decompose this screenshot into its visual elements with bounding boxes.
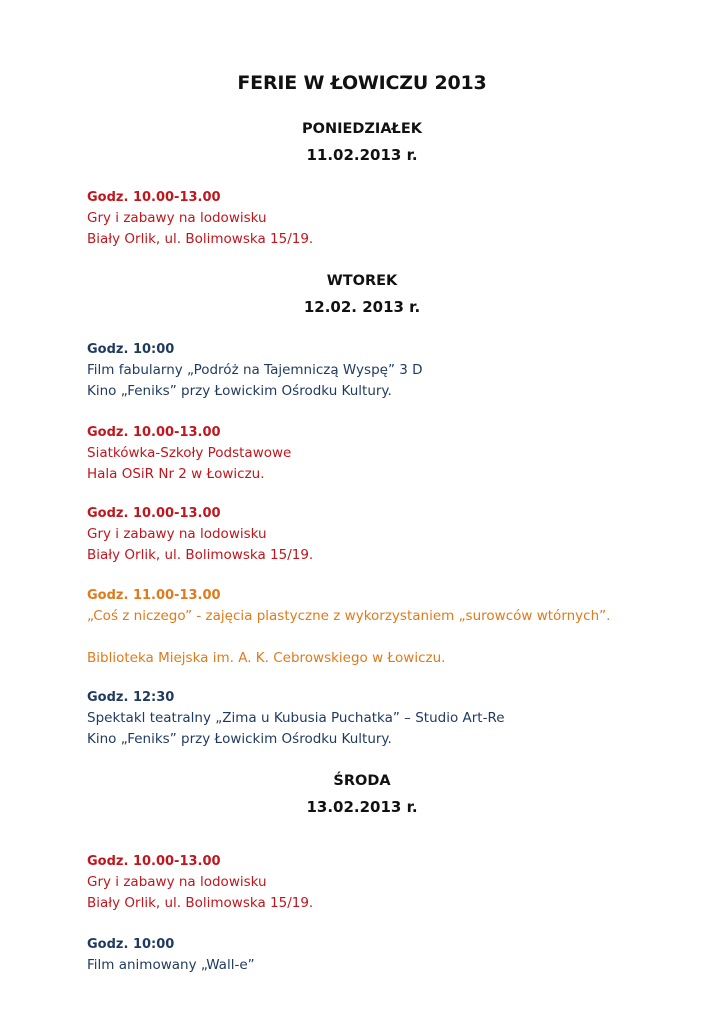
event-line: Gry i zabawy na lodowisku <box>87 210 267 226</box>
event-tuesday-3 <box>87 503 687 566</box>
event-monday-1 <box>87 187 687 250</box>
day-date: 13.02.2013 r. <box>306 798 418 816</box>
day-header-tuesday <box>0 268 724 320</box>
page-title: FERIE W ŁOWICZU 2013 <box>237 72 487 94</box>
event-time: Godz. 10.00-13.00 <box>87 425 221 440</box>
event-line: „Coś z niczego” - zajęcia plastyczne z wykorzystaniem „surowców wtórnych”. <box>87 608 611 624</box>
event-wednesday-2 <box>87 934 687 976</box>
event-line: Gry i zabawy na lodowisku <box>87 874 267 890</box>
event-line: Biblioteka Miejska im. A. K. Cebrowskiego w Łowiczu. <box>87 650 446 666</box>
event-line: Gry i zabawy na lodowisku <box>87 526 267 542</box>
event-line: Siatkówka-Szkoły Podstawowe <box>87 445 292 461</box>
day-name: PONIEDZIAŁEK <box>301 121 422 137</box>
event-line: Film fabularny „Podróż na Tajemniczą Wyspę” 3 D <box>87 362 423 378</box>
day-name: WTOREK <box>326 273 398 289</box>
event-time: Godz. 12:30 <box>87 690 175 705</box>
event-tuesday-1 <box>87 339 687 402</box>
day-header-wednesday <box>0 768 724 820</box>
event-tuesday-4 <box>87 585 687 669</box>
event-time: Godz. 10.00-13.00 <box>87 854 221 869</box>
event-line: Hala OSiR Nr 2 w Łowiczu. <box>87 466 265 482</box>
day-date: 11.02.2013 r. <box>306 146 418 164</box>
event-tuesday-5 <box>87 687 687 750</box>
event-time: Godz. 11.00-13.00 <box>87 588 221 603</box>
event-line: Biały Orlik, ul. Bolimowska 15/19. <box>87 895 314 911</box>
day-name: ŚRODA <box>333 773 391 789</box>
day-date: 12.02. 2013 r. <box>303 298 421 316</box>
event-line: Biały Orlik, ul. Bolimowska 15/19. <box>87 547 314 563</box>
event-time: Godz. 10:00 <box>87 342 175 357</box>
event-line: Biały Orlik, ul. Bolimowska 15/19. <box>87 231 314 247</box>
day-header-monday <box>0 116 724 168</box>
event-time: Godz. 10.00-13.00 <box>87 190 221 205</box>
event-tuesday-2 <box>87 422 687 485</box>
event-wednesday-1 <box>87 851 687 914</box>
event-line: Spektakl teatralny „Zima u Kubusia Puchatka” – Studio Art-Re <box>87 710 505 726</box>
event-time: Godz. 10.00-13.00 <box>87 506 221 521</box>
event-time: Godz. 10:00 <box>87 937 175 952</box>
event-line: Film animowany „Wall-e” <box>87 957 255 973</box>
event-line: Kino „Feniks” przy Łowickim Ośrodku Kultury. <box>87 383 392 399</box>
event-line: Kino „Feniks” przy Łowickim Ośrodku Kultury. <box>87 731 392 747</box>
